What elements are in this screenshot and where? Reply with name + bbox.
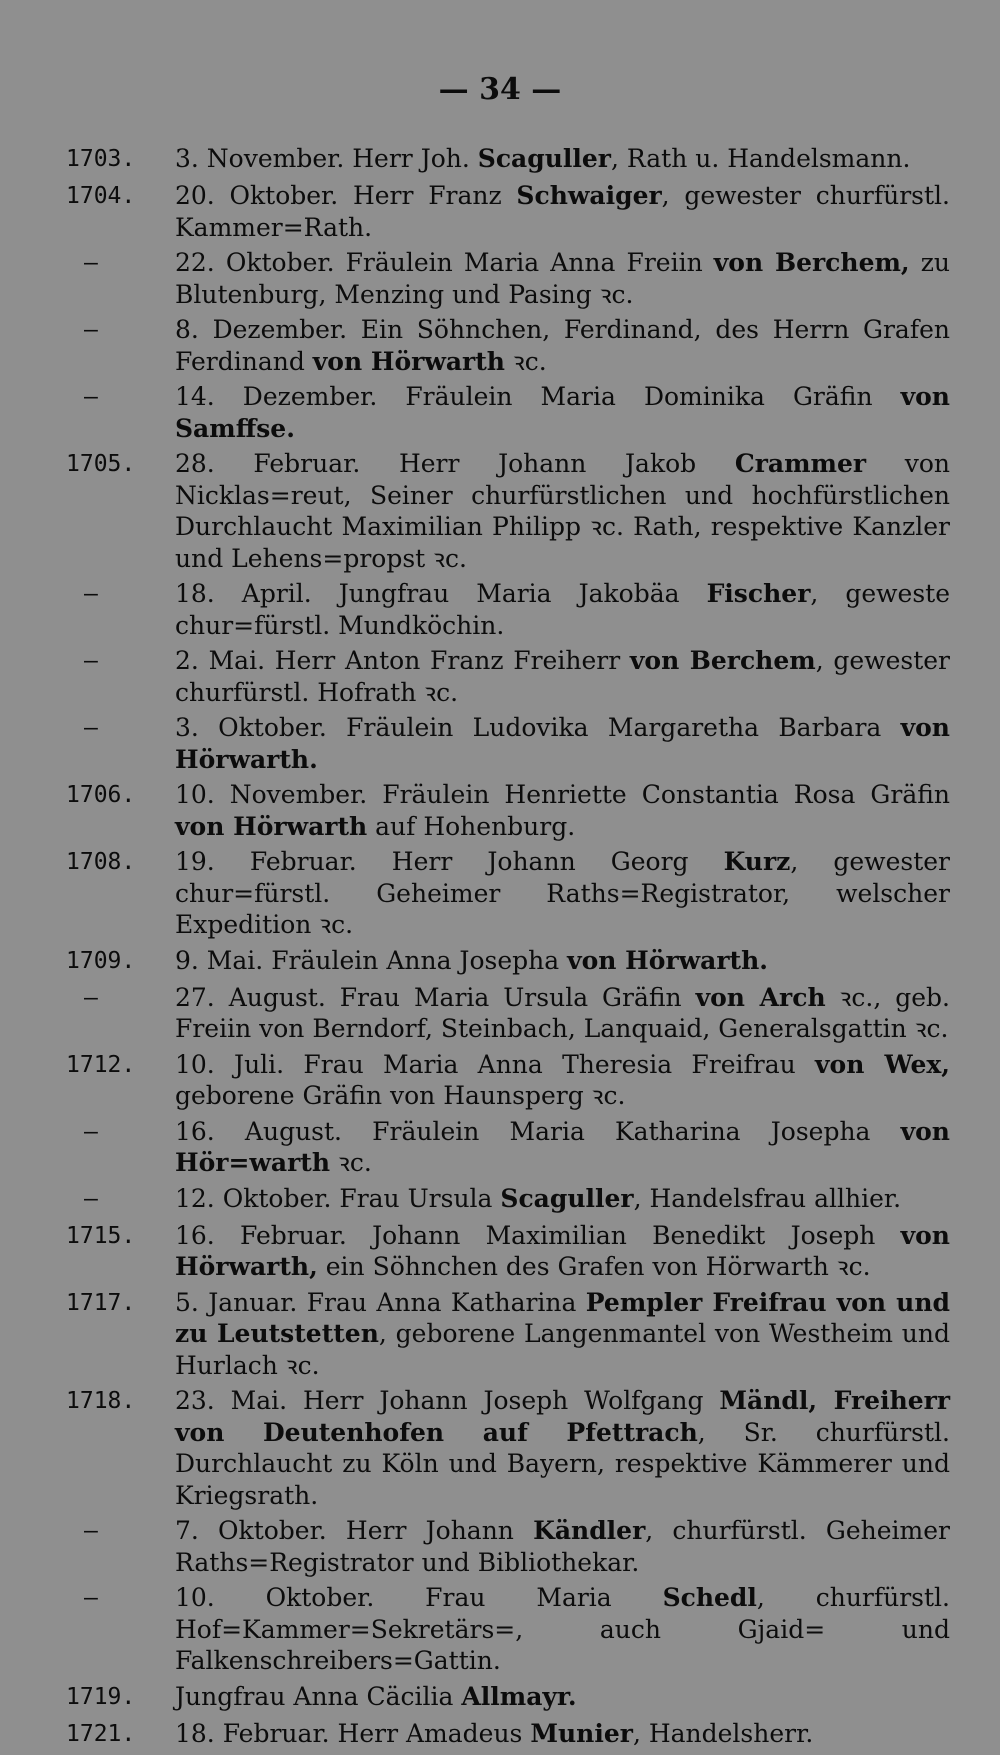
entry-year: 1708. xyxy=(66,849,136,875)
entry-name: Allmayr. xyxy=(461,1681,577,1711)
entry-text xyxy=(175,1582,950,1677)
entry-name: Scaguller xyxy=(500,1183,634,1213)
entry-text xyxy=(175,578,950,641)
entry-text-segment: 16. Februar. Johann Maximilian Benedikt Joseph xyxy=(175,1220,901,1250)
entry-text-segment: , Rath u. Handelsmann. xyxy=(610,144,911,173)
entry-name: Kurz xyxy=(723,847,791,876)
entry-year: 1721. xyxy=(66,1720,136,1747)
entry-text-segment: , Handelsfrau allhier. xyxy=(633,1183,902,1213)
entry-name: von Hörwarth. xyxy=(567,945,768,975)
entry-year: — xyxy=(84,648,98,674)
entry-text xyxy=(175,712,950,775)
entry-year: 1709. xyxy=(66,947,136,974)
entry-text-segment: , gewester churfürstl. Hofrath ꝛc. xyxy=(175,646,950,707)
entry-name: Pempler Freifrau von und zu Leutstetten xyxy=(175,1287,950,1348)
entry-text-segment: ꝛc. xyxy=(330,1148,372,1177)
entry-name: von Hörwarth. xyxy=(175,713,950,774)
entry-text xyxy=(175,1515,950,1578)
entry-name: Crammer xyxy=(734,449,867,478)
entry-text xyxy=(175,1287,950,1382)
entry-text xyxy=(175,945,950,978)
entry-text-segment: zu Blutenburg, Menzing und Pasing ꝛc. xyxy=(175,248,950,309)
entry-name: von Samffse. xyxy=(175,382,950,443)
entry-text-segment: 9. Mai. Fräulein Anna Josepha xyxy=(175,945,568,975)
entry-row xyxy=(0,143,1000,176)
entry-text xyxy=(175,143,950,176)
entry-text-segment: auf Hohenburg. xyxy=(367,811,576,841)
entry-year: — xyxy=(84,384,98,410)
entry-row xyxy=(0,982,1000,1045)
entry-row xyxy=(0,1183,1000,1216)
entry-text-segment: , gewester chur=fürstl. Geheimer Raths=Registrator, welscher Expedition ꝛc. xyxy=(175,847,950,939)
entry-text-segment: 14. Dezember. Fräulein Maria Dominika Gräfin xyxy=(175,382,901,411)
entry-text xyxy=(175,314,950,377)
entry-text xyxy=(175,779,950,842)
entry-text-segment: 18. Februar. Herr Amadeus xyxy=(175,1718,531,1748)
entry-name: von Hörwarth xyxy=(312,346,505,376)
entry-text-segment: , Sr. churfürstl. Durchlaucht zu Köln und Bayern, respektive Kämmerer und Kriegsrath. xyxy=(175,1417,950,1510)
entry-row xyxy=(0,1718,1000,1751)
entry-text xyxy=(175,381,950,444)
page-number: — 34 — xyxy=(438,72,562,107)
entry-name: Fischer xyxy=(706,579,811,608)
entry-text-segment: 22. Oktober. Fräulein Maria Anna Freiin xyxy=(175,248,714,277)
entry-year: 1719. xyxy=(66,1683,136,1710)
entry-year: 1705. xyxy=(66,451,136,477)
entry-name: von Berchem, xyxy=(713,248,910,277)
entry-text-segment: 3. Oktober. Fräulein Ludovika Margaretha Barbara xyxy=(175,713,901,742)
entry-name: von Hörwarth xyxy=(175,811,368,841)
entry-text-segment: ꝛc. xyxy=(504,346,547,376)
entry-text xyxy=(175,1049,950,1112)
entry-text xyxy=(175,247,950,310)
entry-row xyxy=(0,712,1000,775)
entry-text-segment: 19. Februar. Herr Johann Georg xyxy=(175,847,724,876)
entry-text-segment: , churfürstl. Geheimer Raths=Registrator und Bibliothekar. xyxy=(175,1516,950,1577)
entry-text xyxy=(175,1718,950,1751)
entry-text-segment: , Handelsherr. xyxy=(632,1718,814,1748)
entry-name: von Hör=warth xyxy=(175,1116,950,1177)
entry-year: — xyxy=(84,317,98,343)
entry-year: — xyxy=(84,250,98,276)
entry-row xyxy=(0,1049,1000,1112)
entry-year: — xyxy=(84,1585,98,1611)
entry-name: von Hörwarth, xyxy=(175,1220,950,1281)
entry-text-segment: 5. Januar. Frau Anna Katharina xyxy=(175,1287,586,1317)
entry-row xyxy=(0,1515,1000,1578)
entry-name: von Arch xyxy=(695,982,826,1012)
entry-text-segment: 10. November. Fräulein Henriette Constantia Rosa Gräfin xyxy=(175,780,950,809)
entry-text xyxy=(175,1116,950,1179)
entry-row xyxy=(0,314,1000,377)
entry-text-segment: 20. Oktober. Herr Franz xyxy=(175,181,517,210)
entry-text-segment: 23. Mai. Herr Johann Joseph Wolfgang xyxy=(175,1386,720,1415)
entry-text-segment: 2. Mai. Herr Anton Franz Freiherr xyxy=(175,646,630,675)
entry-row xyxy=(0,247,1000,310)
entry-text-segment: 27. August. Frau Maria Ursula Gräfin xyxy=(175,982,696,1012)
entry-text-segment: , geweste chur=fürstl. Mundköchin. xyxy=(175,579,950,640)
entry-row xyxy=(0,578,1000,641)
entry-year: 1706. xyxy=(66,782,136,808)
entry-row xyxy=(0,448,1000,574)
entry-text-segment: ꝛc., geb. Freiin von Berndorf, Steinbach, Lanquaid, Generalsgattin ꝛc. xyxy=(175,982,950,1043)
entry-text xyxy=(175,846,950,941)
entry-text xyxy=(175,645,950,708)
entry-text-segment: 18. April. Jungfrau Maria Jakobäa xyxy=(175,579,707,608)
entry-name: Munier xyxy=(530,1718,633,1748)
entry-text-segment: 16. August. Fräulein Maria Katharina Josepha xyxy=(175,1116,901,1146)
entry-text-segment: 8. Dezember. Ein Söhnchen, Ferdinand, des Herrn Grafen Ferdinand xyxy=(175,315,950,376)
entry-name: von Wex, xyxy=(815,1049,950,1079)
entry-text-segment: , churfürstl. Hof=Kammer=Sekretärs=, auch Gjaid= und Falkenschreibers=Gattin. xyxy=(175,1583,950,1675)
entry-year: — xyxy=(84,581,98,607)
entry-name: von Berchem xyxy=(629,646,816,675)
entry-row xyxy=(0,1116,1000,1179)
entry-text-segment: 3. November. Herr Joh. xyxy=(175,144,478,173)
entry-text xyxy=(175,1385,950,1511)
entry-year: 1712. xyxy=(66,1051,136,1078)
entry-row xyxy=(0,846,1000,941)
entry-row xyxy=(0,381,1000,444)
entry-text-segment: ein Söhnchen des Grafen von Hörwarth ꝛc. xyxy=(317,1252,871,1281)
entry-text-segment: von Nicklas=reut, Seiner churfürstlichen und hochfürstlichen Durchlaucht Maximilian Philipp ꝛc. Rath, respektive Kanzler und Lehens=propst ꝛc. xyxy=(175,449,950,573)
entry-row xyxy=(0,779,1000,842)
entry-text xyxy=(175,180,950,243)
entry-name: Kändler xyxy=(533,1516,646,1545)
entry-text xyxy=(175,1220,950,1283)
entry-name: Scaguller xyxy=(477,144,611,173)
entry-name: Schwaiger xyxy=(516,181,662,210)
entry-text xyxy=(175,1183,950,1216)
entry-text xyxy=(175,448,950,574)
entry-list xyxy=(0,143,1000,1755)
entry-year: — xyxy=(84,1518,98,1544)
entry-year: 1717. xyxy=(66,1289,136,1316)
entry-text-segment: 10. Juli. Frau Maria Anna Theresia Freifrau xyxy=(175,1049,816,1079)
entry-row xyxy=(0,1220,1000,1283)
entry-name: Schedl xyxy=(662,1583,757,1612)
entry-text-segment: Jungfrau Anna Cäcilia xyxy=(175,1681,462,1711)
entry-row xyxy=(0,1582,1000,1677)
entry-text-segment: , geborene Langenmantel von Westheim und Hurlach ꝛc. xyxy=(175,1319,950,1380)
entry-row xyxy=(0,645,1000,708)
entry-year: 1704. xyxy=(66,183,136,209)
entry-year: 1715. xyxy=(66,1222,136,1249)
entry-year: — xyxy=(84,984,98,1011)
entry-row xyxy=(0,1287,1000,1382)
entry-text-segment: 7. Oktober. Herr Johann xyxy=(175,1516,534,1545)
entry-text xyxy=(175,1681,950,1714)
entry-row xyxy=(0,945,1000,978)
entry-year: — xyxy=(84,1185,98,1212)
entry-text-segment: geborene Gräfin von Haunsperg ꝛc. xyxy=(175,1081,626,1110)
entry-row xyxy=(0,1385,1000,1511)
entry-text xyxy=(175,982,950,1045)
entry-year: — xyxy=(84,1118,98,1145)
entry-text-segment: , gewester churfürstl. Kammer=Rath. xyxy=(175,181,950,242)
entry-row xyxy=(0,1681,1000,1714)
entry-year: 1703. xyxy=(66,146,136,172)
entry-row xyxy=(0,180,1000,243)
entry-text-segment: 28. Februar. Herr Johann Jakob xyxy=(175,449,735,478)
entry-year: — xyxy=(84,715,98,741)
entry-text-segment: 10. Oktober. Frau Maria xyxy=(175,1583,663,1612)
entry-text-segment: 12. Oktober. Frau Ursula xyxy=(175,1183,501,1213)
entry-year: 1718. xyxy=(66,1388,136,1414)
entry-name: Mändl, Freiherr von Deutenhofen auf Pfettrach xyxy=(175,1386,950,1447)
